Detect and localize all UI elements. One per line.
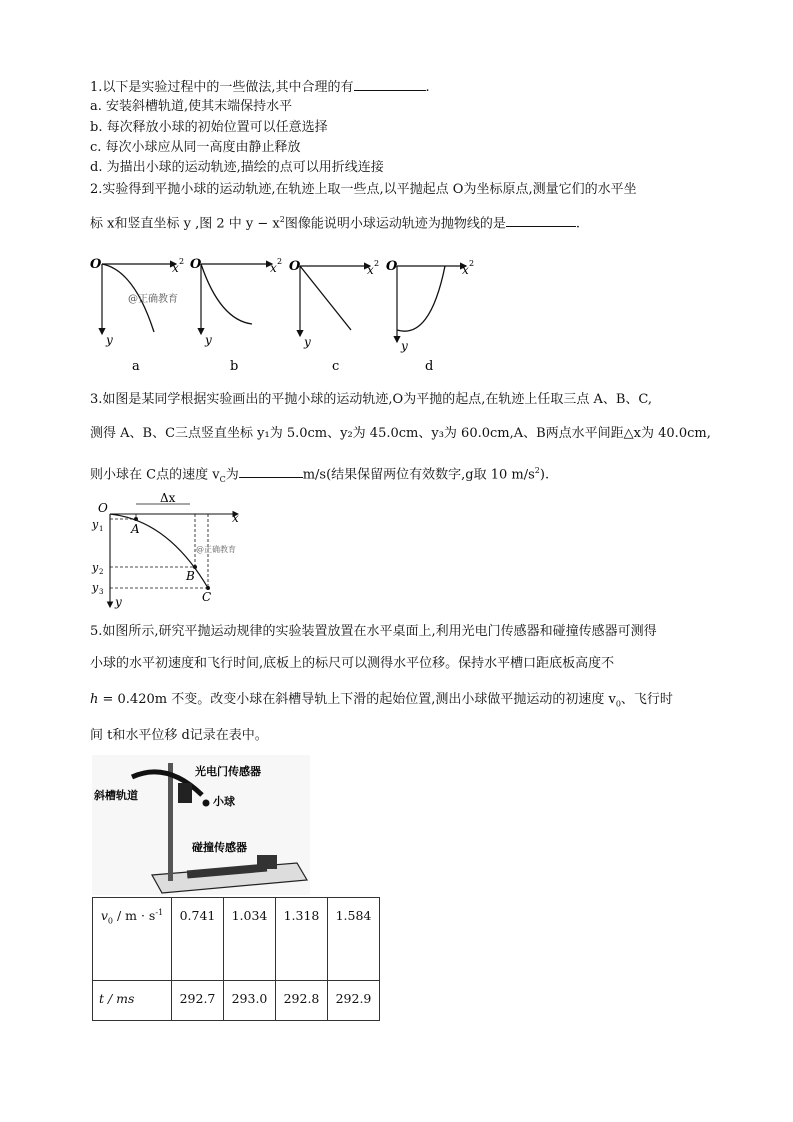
q2-line1: 2.实验得到平抛小球的运动轨迹,在轨迹上取一些点,以平抛起点 O为坐标原点,测量它们的水平坐 (90, 182, 637, 197)
q1-answer-blank[interactable] (354, 76, 426, 91)
q3-trajectory-figure (88, 492, 248, 612)
q1-stem: 1.以下是实验过程中的一些做法,其中合理的有 . (90, 76, 430, 98)
q2-graphs (88, 252, 488, 377)
q5-line3: h = 0.420m 不变。改变小球在斜槽导轨上下滑的起始位置,测出小球做平抛运动的初速度 $v_0$、飞行时 (90, 692, 673, 709)
q5-line1: 5.如图所示,研究平抛运动规律的实验装置放置在水平桌面上,利用光电门传感器和碰撞传感器可测得 (90, 624, 657, 639)
q3-answer-blank[interactable] (239, 463, 303, 478)
table-cell: 292.9 (328, 981, 380, 1021)
graph-d-x: x (462, 263, 469, 277)
row2-header: t / ms (93, 981, 172, 1021)
svg-text:斜槽轨道: 斜槽轨道 (94, 789, 138, 802)
q5-line4: 间 t和水平位移 d记录在表中。 (90, 728, 268, 743)
svg-text:2: 2 (469, 259, 475, 268)
table-row (93, 898, 380, 981)
graph-c-origin: O (289, 259, 301, 274)
q5-line2: 小球的水平初速度和飞行时间,底板上的标尺可以测得水平位移。保持水平槽口距底板高度不 (90, 656, 615, 671)
graph-a-label: a (132, 359, 140, 374)
ball-icon (203, 800, 210, 807)
svg-text:小球: 小球 (213, 795, 235, 808)
table-cell: 292.7 (172, 981, 224, 1021)
table-cell: 1.584 (328, 898, 380, 981)
graph-b-label: b (230, 359, 239, 374)
svg-text:1: 1 (99, 525, 104, 533)
table-cell: 0.741 (172, 898, 224, 981)
table-cell: 293.0 (224, 981, 276, 1021)
graph-a-origin: O (90, 257, 102, 272)
svg-text:Δx: Δx (160, 492, 176, 505)
svg-text:B: B (186, 569, 195, 583)
q1-option-d: d. 为描出小球的运动轨迹,描绘的点可以用折线连接 (90, 160, 384, 175)
q2-answer-blank[interactable] (506, 212, 576, 227)
table-cell: 1.034 (224, 898, 276, 981)
q3-line3: 则小球在 C点的速度 $v_C$为 m/s(结果保留两位有效数字,g取 10 $m/s^2$). (90, 461, 549, 490)
q1-option-c: c. 每次小球应从同一高度由静止释放 (90, 140, 301, 155)
svg-text:y: y (92, 518, 99, 531)
graph-d[interactable] (386, 259, 474, 374)
q1-option-a: a. 安装斜槽轨道,使其末端保持水平 (90, 99, 293, 114)
svg-text:y: y (92, 561, 99, 574)
graph-c-x: x (367, 263, 374, 277)
svg-text:C: C (202, 590, 212, 604)
svg-text:O: O (98, 501, 108, 515)
svg-text:A: A (131, 522, 140, 536)
watermark: @正确教育 (196, 545, 236, 554)
graph-c[interactable] (289, 259, 379, 374)
svg-text:y: y (92, 581, 99, 594)
svg-text:光电门传感器: 光电门传感器 (195, 765, 261, 778)
svg-text:2: 2 (99, 568, 104, 576)
table-row (93, 981, 380, 1021)
q3-line1: 3.如图是某同学根据实验画出的平抛小球的运动轨迹,O为平抛的起点,在轨迹上任取三点 A、B、C, (90, 392, 653, 407)
svg-text:3: 3 (99, 588, 104, 596)
graph-b-x: x (270, 261, 277, 275)
table-cell: 292.8 (276, 981, 328, 1021)
svg-text:2: 2 (374, 259, 380, 268)
graph-a[interactable] (90, 257, 184, 374)
svg-text:2: 2 (179, 257, 185, 266)
svg-text:2: 2 (277, 257, 283, 266)
row1-header: $v_0 / m \cdot s^{-1}$ (93, 898, 172, 981)
q2-line2: 标 x和竖直坐标 y ,图 2 中 $y - x^2$图像能说明小球运动轨迹为抛物线的是 . (90, 210, 580, 234)
svg-text:碰撞传感器: 碰撞传感器 (192, 841, 247, 854)
q3-line2: 测得 A、B、C三点竖直坐标 y₁为 5.0cm、y₂为 45.0cm、y₃为 60.0cm,A、B两点水平间距△x为 40.0cm, (90, 426, 711, 441)
q1-option-b: b. 每次释放小球的初始位置可以任意选择 (90, 120, 328, 135)
graph-d-label: d (425, 359, 434, 374)
point-a (134, 517, 138, 521)
svg-text:y: y (115, 595, 122, 609)
table-cell: 1.318 (276, 898, 328, 981)
graph-d-origin: O (386, 259, 398, 274)
graph-a-y: y (106, 333, 113, 347)
graph-a-x: x (172, 261, 179, 275)
data-table (92, 897, 380, 1021)
graph-c-y: y (304, 335, 311, 349)
graph-b[interactable] (190, 257, 282, 374)
watermark: @正确教育 (128, 294, 178, 305)
graph-b-origin: O (190, 257, 202, 272)
graph-b-y: y (205, 333, 212, 347)
apparatus-image (92, 755, 310, 895)
svg-text:x: x (232, 511, 239, 525)
graph-c-label: c (332, 359, 340, 374)
graph-d-y: y (401, 339, 408, 353)
